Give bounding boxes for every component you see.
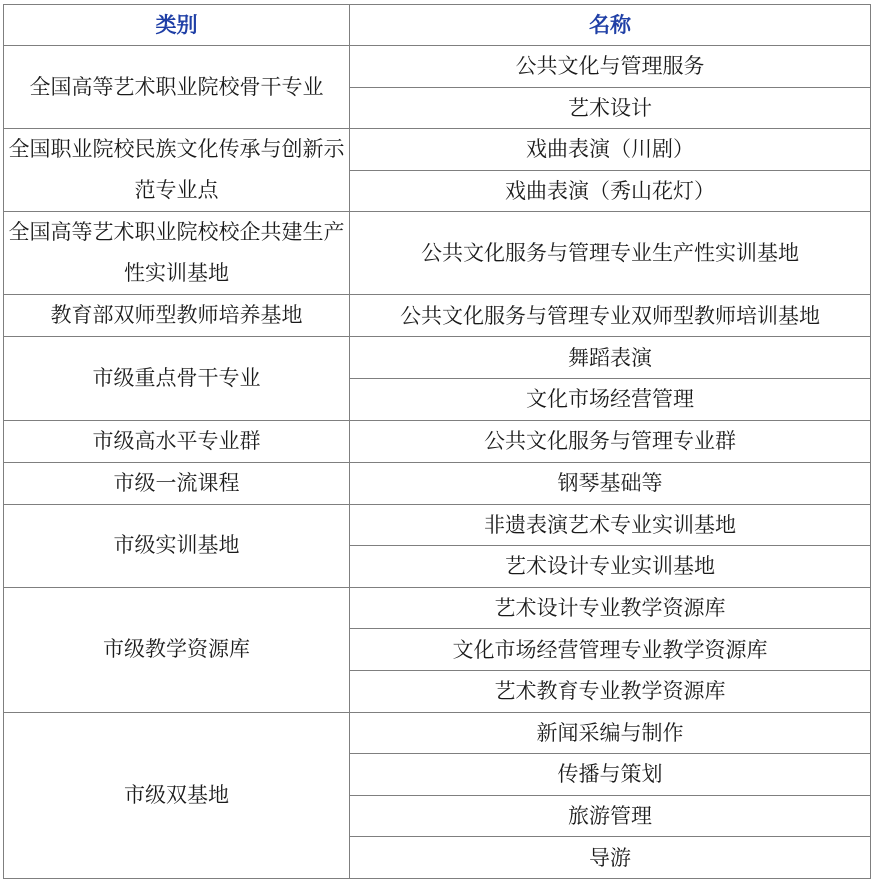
category-cell: 市级教学资源库: [4, 587, 350, 712]
category-cell: 全国高等艺术职业院校校企共建生产性实训基地: [4, 212, 350, 295]
category-cell: 市级重点骨干专业: [4, 337, 350, 420]
name-cell: 艺术设计专业教学资源库: [350, 587, 871, 629]
program-table: [3, 4, 871, 879]
table-row: [4, 712, 871, 754]
category-cell: 全国职业院校民族文化传承与创新示范专业点: [4, 129, 350, 212]
name-header: 名称: [350, 5, 871, 46]
table-row: [4, 212, 871, 295]
table-row: [4, 337, 871, 379]
category-cell: 全国高等艺术职业院校骨干专业: [4, 46, 350, 129]
name-cell: 戏曲表演（川剧）: [350, 129, 871, 171]
name-cell: 艺术设计: [350, 87, 871, 129]
name-cell: 公共文化服务与管理专业生产性实训基地: [350, 212, 871, 295]
table-row: [4, 295, 871, 337]
name-cell: 文化市场经营管理专业教学资源库: [350, 629, 871, 671]
category-cell: 市级实训基地: [4, 504, 350, 587]
category-cell: 教育部双师型教师培养基地: [4, 295, 350, 337]
table-row: [4, 587, 871, 629]
name-cell: 传播与策划: [350, 754, 871, 796]
name-cell: 非遗表演艺术专业实训基地: [350, 504, 871, 546]
name-cell: 钢琴基础等: [350, 462, 871, 504]
header-row: [4, 5, 871, 46]
category-cell: 市级高水平专业群: [4, 420, 350, 462]
name-cell: 文化市场经营管理: [350, 378, 871, 420]
name-cell: 艺术设计专业实训基地: [350, 546, 871, 588]
name-cell: 公共文化与管理服务: [350, 46, 871, 88]
name-cell: 舞蹈表演: [350, 337, 871, 379]
name-cell: 新闻采编与制作: [350, 712, 871, 754]
name-cell: 公共文化服务与管理专业群: [350, 420, 871, 462]
table-row: [4, 46, 871, 88]
name-cell: 戏曲表演（秀山花灯）: [350, 170, 871, 212]
table-row: [4, 504, 871, 546]
category-header: 类别: [4, 5, 350, 46]
name-cell: 导游: [350, 837, 871, 879]
name-cell: 旅游管理: [350, 795, 871, 837]
name-cell: 艺术教育专业教学资源库: [350, 670, 871, 712]
table-row: [4, 420, 871, 462]
category-cell: 市级双基地: [4, 712, 350, 878]
category-cell: 市级一流课程: [4, 462, 350, 504]
table-row: [4, 129, 871, 171]
name-cell: 公共文化服务与管理专业双师型教师培训基地: [350, 295, 871, 337]
table-row: [4, 462, 871, 504]
